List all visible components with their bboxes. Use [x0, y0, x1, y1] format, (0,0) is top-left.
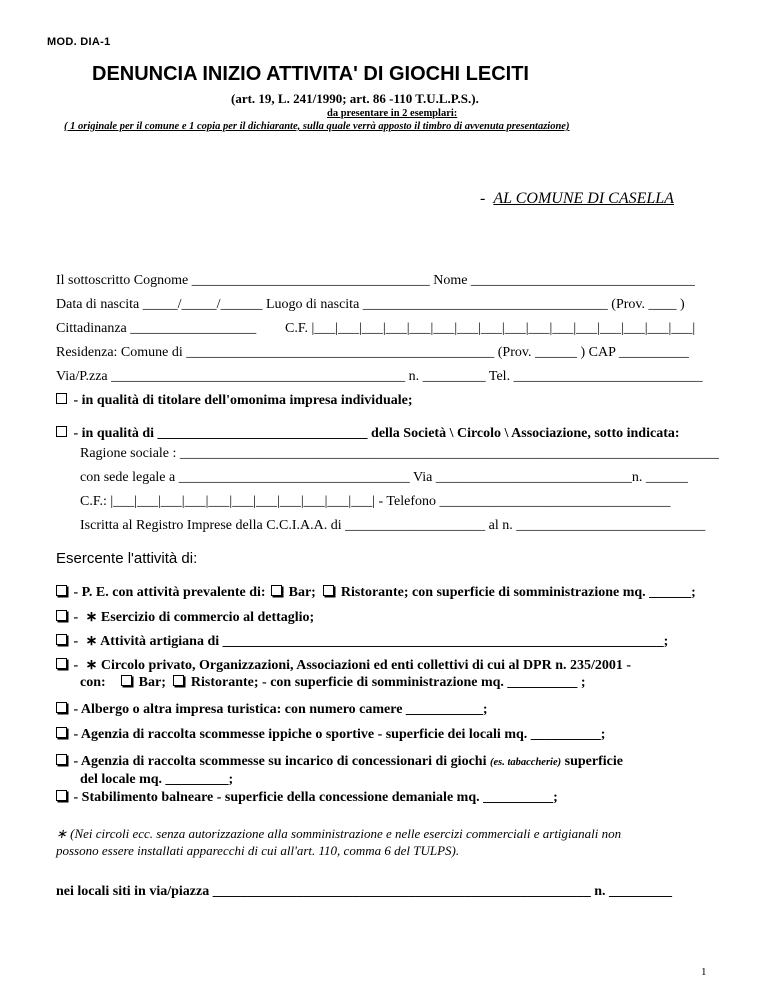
asterisk-icon: ∗	[85, 658, 98, 673]
activity-heading: Esercente l'attività di:	[56, 550, 198, 567]
surname-name-field[interactable]: Il sottoscritto Cognome __________________________________ Nome ________________________________	[56, 273, 695, 288]
recipient-dash: -	[480, 190, 486, 207]
pe-ristorante-checkbox[interactable]	[323, 585, 334, 596]
circolo-ristorante-checkbox[interactable]	[173, 675, 184, 686]
pe-ristorante-label: Ristorante; con superficie di somministrazione mq. ______;	[340, 585, 696, 600]
activity-pe[interactable]	[56, 585, 696, 601]
residence-field[interactable]: Residenza: Comune di ____________________________________________ (Prov. ______ ) CAP __________	[56, 345, 689, 360]
activity-agenzia-ippiche[interactable]	[56, 727, 605, 743]
sole-owner-label: - in qualità di titolare dell'omonima impresa individuale;	[73, 393, 413, 408]
agenzia-concessionari-suffix: superficie	[564, 754, 623, 769]
circolo-dash: -	[73, 658, 79, 673]
street-phone-field[interactable]: Via/P.zza __________________________________________ n. _________ Tel. ___________________________	[56, 369, 703, 384]
pe-checkbox[interactable]	[56, 585, 67, 596]
asterisk-icon: ∗	[85, 610, 98, 625]
agenzia-ippiche-label: - Agenzia di raccolta scommesse ippiche o sportive - superficie dei locali mq. __________;	[73, 727, 606, 742]
artigiana-dash: -	[73, 634, 79, 649]
legal-reference: (art. 19, L. 241/1990; art. 86 -110 T.U.L.P.S.).	[231, 91, 479, 106]
option-company[interactable]	[56, 426, 680, 442]
activity-artigiana[interactable]	[56, 633, 668, 650]
activity-stabilimento[interactable]	[56, 790, 558, 806]
circolo-bar-checkbox[interactable]	[121, 675, 132, 686]
albergo-checkbox[interactable]	[56, 702, 67, 713]
footnote-text1: (Nei circoli ecc. senza autorizzazione alla somministrazione e nelle esercizi commerciali e artigianali non	[70, 826, 622, 841]
circolo-con-label: con:	[80, 675, 106, 690]
company-cf-phone-field[interactable]: C.F.: |___|___|___|___|___|___|___|___|___|___|___| - Telefono _________________________________	[80, 494, 671, 509]
stabilimento-label: - Stabilimento balneare - superficie della concessione demaniale mq. __________;	[73, 790, 558, 805]
stabilimento-checkbox[interactable]	[56, 790, 67, 801]
circolo-checkbox[interactable]	[56, 658, 67, 669]
agenzia-ippiche-checkbox[interactable]	[56, 727, 67, 738]
activity-circolo[interactable]	[56, 657, 631, 674]
agenzia-concessionari-checkbox[interactable]	[56, 754, 67, 765]
pe-bar-label: Bar;	[288, 585, 316, 600]
form-code: MOD. DIA-1	[47, 36, 111, 48]
citizenship-field[interactable]: Cittadinanza __________________	[56, 321, 257, 336]
circolo-bar-label: Bar;	[138, 675, 166, 690]
commercio-dash: -	[73, 610, 79, 625]
birth-data-field[interactable]: Data di nascita _____/_____/______ Luogo di nascita ___________________________________ (Prov. ____ )	[56, 297, 685, 312]
agenzia-concessionari-surface[interactable]: del locale mq. _________;	[80, 772, 234, 787]
pe-label: - P. E. con attività prevalente di:	[73, 585, 266, 600]
circolo-ristorante-label: Ristorante; - con superficie di somministrazione mq. __________ ;	[190, 675, 586, 690]
commercio-checkbox[interactable]	[56, 610, 67, 621]
footnote-line1	[56, 826, 621, 842]
option-sole-owner[interactable]	[56, 393, 413, 409]
circolo-label: Circolo privato, Organizzazioni, Associazioni ed enti collettivi di cui al DPR n. 235/2001 -	[100, 658, 632, 673]
sede-legale-field[interactable]: con sede legale a _________________________________ Via ____________________________n. ______	[80, 470, 688, 485]
registro-imprese-field[interactable]: Iscritta al Registro Imprese della C.C.I.A.A. di ____________________ al n. ___________________________	[80, 518, 706, 533]
artigiana-checkbox[interactable]	[56, 634, 67, 645]
company-checkbox[interactable]	[56, 426, 67, 437]
pe-bar-checkbox[interactable]	[271, 585, 282, 596]
fiscal-code-field[interactable]: C.F. |___|___|___|___|___|___|___|___|___|___|___|___|___|___|___|___|	[285, 321, 696, 336]
asterisk-icon: ∗	[85, 634, 98, 649]
artigiana-label: Attività artigiana di _______________________________________________________________;	[100, 634, 669, 649]
premises-location-field[interactable]: nei locali siti in via/piazza ______________________________________________________ n. _________	[56, 884, 673, 899]
page-number: 1	[701, 966, 707, 978]
albergo-label: - Albergo o altra impresa turistica: con numero camere ___________;	[73, 702, 488, 717]
sole-owner-checkbox[interactable]	[56, 393, 67, 404]
activity-albergo[interactable]	[56, 702, 488, 718]
form-title: DENUNCIA INIZIO ATTIVITA' DI GIOCHI LECITI	[92, 63, 529, 85]
commercio-label: Esercizio di commercio al dettaglio;	[100, 610, 315, 625]
company-label-prefix: - in qualità di	[73, 426, 155, 441]
recipient-line	[480, 190, 674, 208]
agenzia-concessionari-label: - Agenzia di raccolta scommesse su incarico di concessionari di giochi	[73, 754, 487, 769]
agenzia-concessionari-note: (es. tabaccherie)	[489, 757, 562, 768]
activity-agenzia-concessionari[interactable]	[56, 754, 623, 770]
activity-commercio[interactable]	[56, 609, 314, 626]
footnote-line2: possono essere installati apparecchi di cui all'art. 110, comma 6 del TULPS).	[56, 843, 460, 858]
asterisk-icon: ∗	[56, 826, 67, 841]
ragione-sociale-field[interactable]: Ragione sociale : _____________________________________________________________________________	[80, 446, 719, 461]
copies-note: ( 1 originale per il comune e 1 copia per il dichiarante, sulla quale verrà apposto il timbro di avvenuta presentazione)	[64, 121, 570, 132]
recipient-municipality: AL COMUNE DI CASELLA	[493, 190, 674, 207]
company-role-blank[interactable]: ______________________________	[157, 426, 368, 441]
company-label-suffix: della Società \ Circolo \ Associazione, sotto indicata:	[371, 426, 680, 441]
activity-circolo-options[interactable]	[80, 675, 586, 691]
copies-instruction: da presentare in 2 esemplari:	[327, 108, 458, 119]
